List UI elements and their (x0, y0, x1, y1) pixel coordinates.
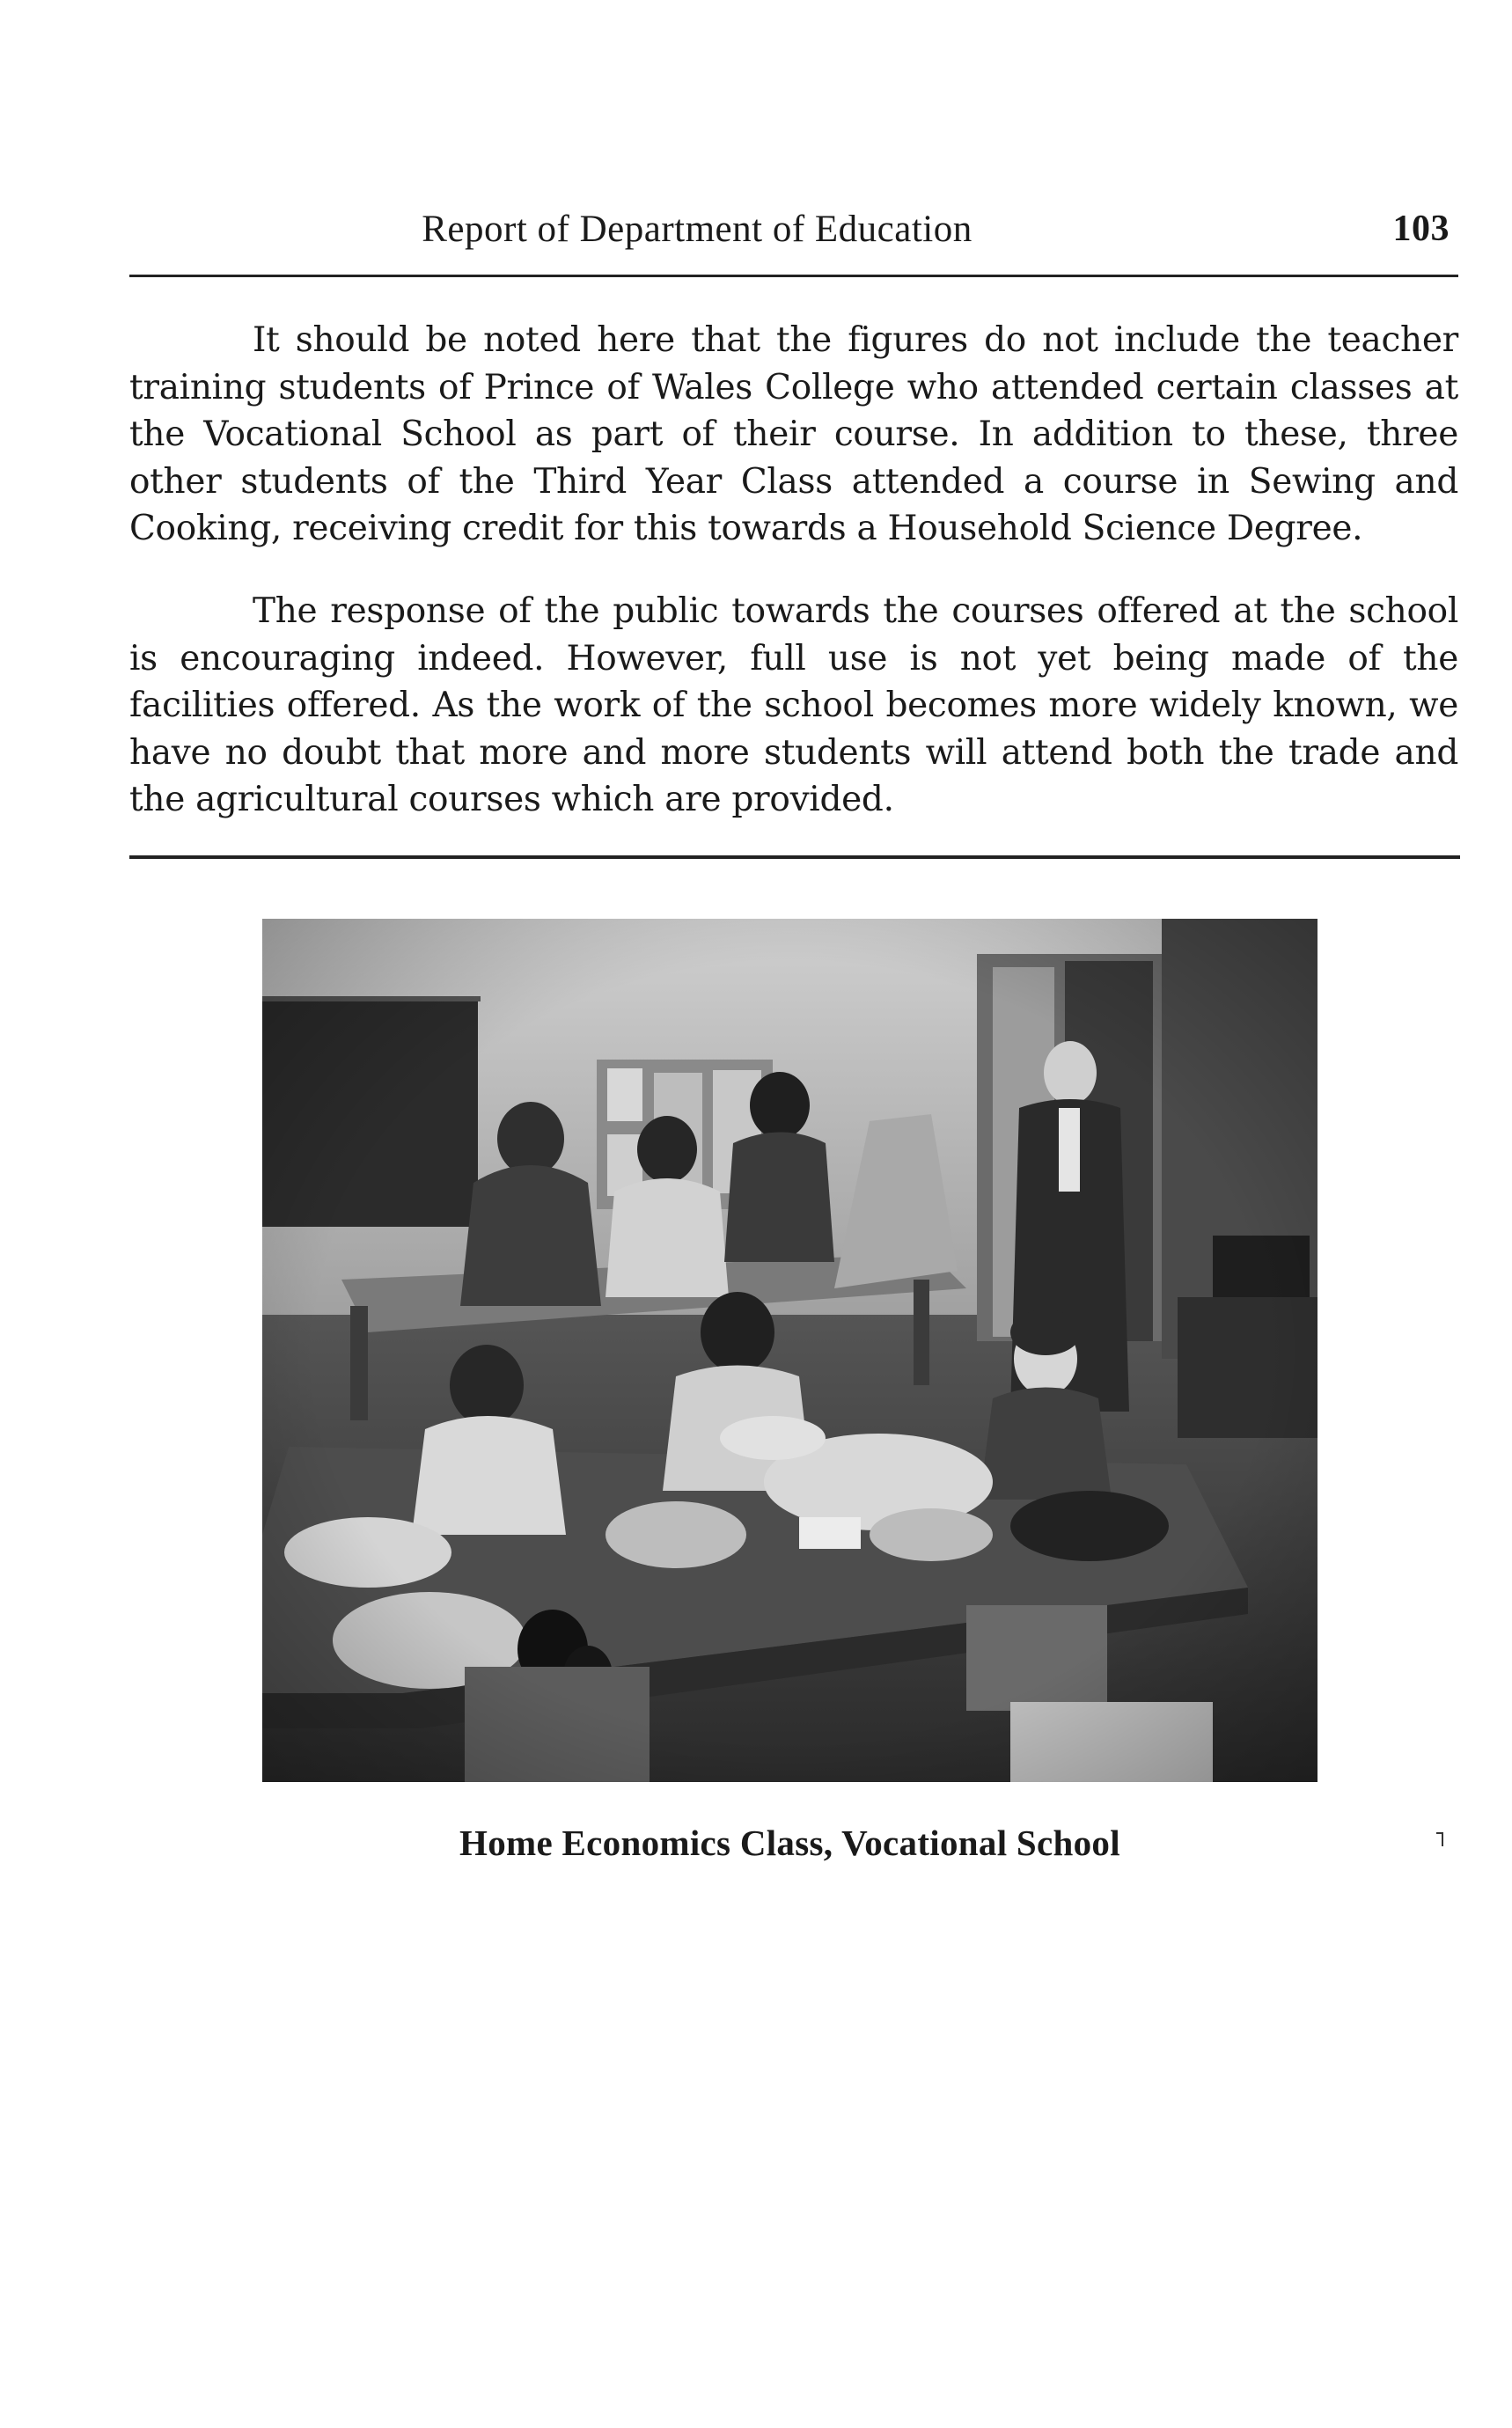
figure-caption: Home Economics Class, Vocational School (459, 1823, 1120, 1863)
body-paragraph: It should be noted here that the figures do not include the teacher training students of Prince of Wales College who attended certain classes at the Vocational School as part of their course. In addition to these, three other students of the Third Year Class attended a course in Sewing and Cooking, receiving credit for this towards a Household Science Degree. (129, 320, 1458, 548)
running-header (129, 208, 1458, 264)
section-rule (129, 855, 1460, 859)
page-number: 103 (1392, 209, 1450, 249)
body-paragraph: The response of the public towards the courses offered at the school is encouraging indeed. However, full use is not yet being made of the facilities offered. As the work of the school becomes more widely known, we have no doubt that more and more students will attend both the trade and the agricultural courses which are provided. (129, 591, 1458, 819)
header-rule (129, 275, 1458, 277)
photo-image (262, 919, 1317, 1782)
running-title: Report of Department of Education (422, 209, 973, 250)
classroom-photograph (262, 919, 1317, 1782)
margin-mark (1436, 1832, 1443, 1846)
